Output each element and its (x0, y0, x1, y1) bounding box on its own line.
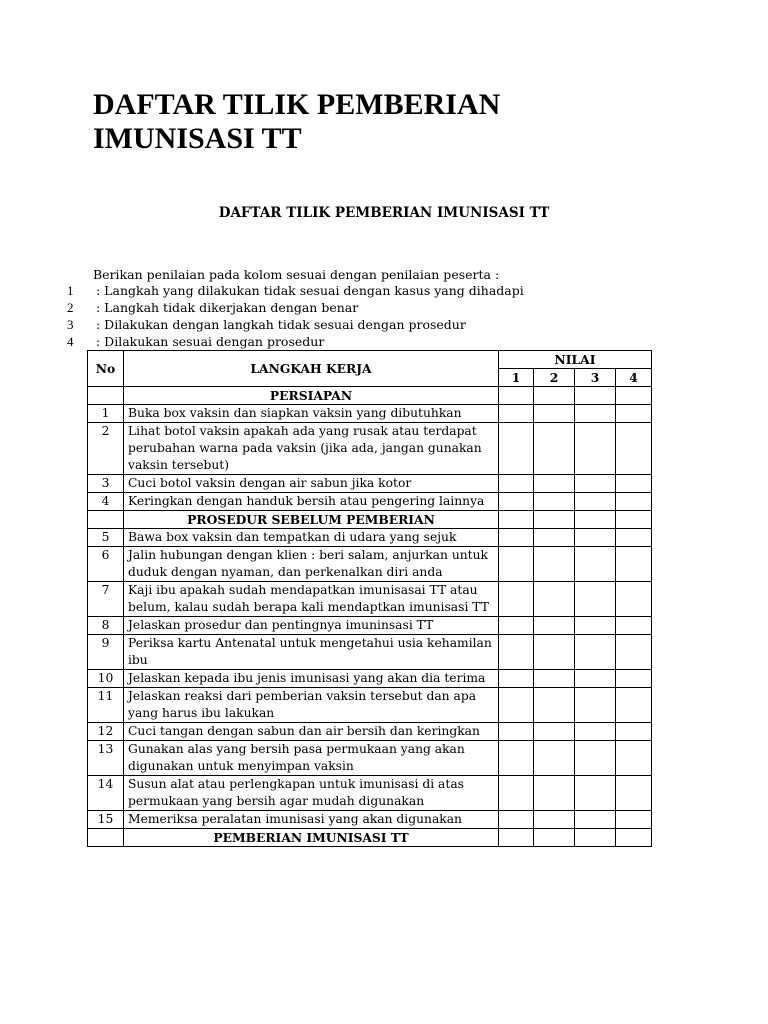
column-header-score-group: NILAI (499, 351, 652, 369)
score-cell-2[interactable] (534, 723, 575, 741)
step-description: Cuci tangan dengan sabun dan air bersih dan keringkan (124, 723, 499, 741)
score-cell-4 (616, 387, 652, 405)
section-label: PEMBERIAN IMUNISASI TT (124, 829, 499, 847)
table-row (88, 635, 652, 670)
checklist-subtitle: DAFTAR TILIK PEMBERIAN IMUNISASI TT (218, 205, 550, 221)
score-cell-4[interactable] (616, 811, 652, 829)
score-cell-1[interactable] (499, 493, 534, 511)
table-body (88, 387, 652, 847)
step-number: 6 (88, 547, 124, 582)
table-row (88, 493, 652, 511)
score-cell-1[interactable] (499, 670, 534, 688)
step-description: Bawa box vaksin dan tempatkan di udara yang sejuk (124, 529, 499, 547)
score-cell-2[interactable] (534, 529, 575, 547)
score-cell-3[interactable] (575, 688, 616, 723)
score-cell-2[interactable] (534, 582, 575, 617)
legend-number: 1 (67, 283, 74, 298)
column-header-score-3: 3 (575, 369, 616, 387)
score-cell-2[interactable] (534, 635, 575, 670)
score-cell-3[interactable] (575, 493, 616, 511)
step-number: 10 (88, 670, 124, 688)
score-cell-4[interactable] (616, 617, 652, 635)
score-cell-3 (575, 387, 616, 405)
legend-number: 3 (67, 317, 74, 332)
section-header-row (88, 387, 652, 405)
section-label: PROSEDUR SEBELUM PEMBERIAN (124, 511, 499, 529)
instruction-text: Berikan penilaian pada kolom sesuai dengan penilaian peserta : (93, 267, 500, 282)
step-description: Periksa kartu Antenatal untuk mengetahui usia kehamilan ibu (124, 635, 499, 670)
score-cell-4 (616, 829, 652, 847)
score-cell-3[interactable] (575, 529, 616, 547)
column-header-no: No (88, 351, 124, 387)
score-cell-4[interactable] (616, 670, 652, 688)
score-cell-2[interactable] (534, 405, 575, 423)
score-cell-3[interactable] (575, 475, 616, 493)
score-cell-2[interactable] (534, 811, 575, 829)
step-number: 12 (88, 723, 124, 741)
step-number: 5 (88, 529, 124, 547)
step-description: Susun alat atau perlengkapan untuk imunisasi di atas permukaan yang bersih agar mudah digunakan (124, 776, 499, 811)
score-cell-1 (499, 387, 534, 405)
score-cell-3[interactable] (575, 776, 616, 811)
score-cell-2[interactable] (534, 547, 575, 582)
score-cell-3[interactable] (575, 670, 616, 688)
score-cell-3[interactable] (575, 723, 616, 741)
score-cell-3[interactable] (575, 405, 616, 423)
score-cell-1 (499, 511, 534, 529)
score-cell-2 (534, 511, 575, 529)
score-cell-3[interactable] (575, 635, 616, 670)
section-label: PERSIAPAN (124, 387, 499, 405)
score-cell-2[interactable] (534, 688, 575, 723)
score-cell-3[interactable] (575, 811, 616, 829)
score-cell-4[interactable] (616, 405, 652, 423)
legend-number: 4 (67, 334, 74, 349)
score-cell-4[interactable] (616, 475, 652, 493)
table-row (88, 723, 652, 741)
legend-description: : Dilakukan sesuai dengan prosedur (96, 334, 325, 349)
score-cell-2[interactable] (534, 776, 575, 811)
legend-description: : Dilakukan dengan langkah tidak sesuai dengan prosedur (96, 317, 466, 332)
step-number: 15 (88, 811, 124, 829)
column-header-score-2: 2 (534, 369, 575, 387)
score-cell-3[interactable] (575, 547, 616, 582)
step-description: Kaji ibu apakah sudah mendapatkan imunisasai TT atau belum, kalau sudah berapa kali mendaptkan imunisasi TT (124, 582, 499, 617)
legend-item (0, 282, 768, 299)
score-cell-2[interactable] (534, 741, 575, 776)
score-cell-1[interactable] (499, 617, 534, 635)
legend-description: : Langkah yang dilakukan tidak sesuai dengan kasus yang dihadapi (96, 283, 524, 298)
score-cell-4[interactable] (616, 723, 652, 741)
score-cell-4[interactable] (616, 529, 652, 547)
step-number: 8 (88, 617, 124, 635)
step-description: Gunakan alas yang bersih pasa permukaan yang akan digunakan untuk menyimpan vaksin (124, 741, 499, 776)
section-no-cell (88, 511, 124, 529)
table-row (88, 688, 652, 723)
table-row (88, 405, 652, 423)
score-cell-2 (534, 387, 575, 405)
step-number: 13 (88, 741, 124, 776)
score-cell-3 (575, 511, 616, 529)
table-row (88, 776, 652, 811)
score-cell-1 (499, 829, 534, 847)
section-header-row (88, 829, 652, 847)
score-cell-1[interactable] (499, 688, 534, 723)
score-cell-1[interactable] (499, 776, 534, 811)
table-row (88, 582, 652, 617)
score-cell-2[interactable] (534, 475, 575, 493)
step-number: 7 (88, 582, 124, 617)
legend-number: 2 (67, 300, 74, 315)
section-header-row (88, 511, 652, 529)
column-header-step: LANGKAH KERJA (124, 351, 499, 387)
legend-item (0, 316, 768, 333)
step-description: Jelaskan prosedur dan pentingnya imuninsasi TT (124, 617, 499, 635)
step-description: Buka box vaksin dan siapkan vaksin yang dibutuhkan (124, 405, 499, 423)
table-row (88, 617, 652, 635)
step-number: 3 (88, 475, 124, 493)
column-header-score-1: 1 (499, 369, 534, 387)
score-cell-2[interactable] (534, 670, 575, 688)
score-cell-4[interactable] (616, 493, 652, 511)
step-description: Keringkan dengan handuk bersih atau pengering lainnya (124, 493, 499, 511)
section-no-cell (88, 829, 124, 847)
score-cell-4 (616, 511, 652, 529)
score-cell-1[interactable] (499, 423, 534, 475)
score-cell-4[interactable] (616, 741, 652, 776)
score-cell-1[interactable] (499, 741, 534, 776)
step-number: 4 (88, 493, 124, 511)
score-cell-4[interactable] (616, 688, 652, 723)
checklist-table (87, 350, 652, 847)
table-row (88, 811, 652, 829)
document-title: DAFTAR TILIK PEMBERIAN IMUNISASI TT (93, 88, 501, 155)
score-cell-2 (534, 829, 575, 847)
step-description: Jelaskan reaksi dari pemberian vaksin tersebut dan apa yang harus ibu lakukan (124, 688, 499, 723)
score-cell-3[interactable] (575, 741, 616, 776)
step-description: Cuci botol vaksin dengan air sabun jika kotor (124, 475, 499, 493)
score-cell-1[interactable] (499, 723, 534, 741)
score-cell-4[interactable] (616, 423, 652, 475)
score-cell-1[interactable] (499, 405, 534, 423)
step-description: Jalin hubungan dengan klien : beri salam, anjurkan untuk duduk dengan nyaman, dan perkenalkan diri anda (124, 547, 499, 582)
step-number: 2 (88, 423, 124, 475)
step-description: Jelaskan kepada ibu jenis imunisasi yang akan dia terima (124, 670, 499, 688)
score-cell-4[interactable] (616, 547, 652, 582)
table-row (88, 529, 652, 547)
score-cell-1[interactable] (499, 547, 534, 582)
score-cell-1[interactable] (499, 582, 534, 617)
table-row (88, 741, 652, 776)
step-number: 14 (88, 776, 124, 811)
score-legend (0, 282, 768, 350)
table-row (88, 423, 652, 475)
score-cell-4[interactable] (616, 635, 652, 670)
section-no-cell (88, 387, 124, 405)
step-number: 11 (88, 688, 124, 723)
score-cell-2[interactable] (534, 423, 575, 475)
score-cell-3[interactable] (575, 582, 616, 617)
score-cell-1[interactable] (499, 635, 534, 670)
score-cell-4[interactable] (616, 776, 652, 811)
score-cell-1[interactable] (499, 529, 534, 547)
legend-item (0, 299, 768, 316)
step-number: 1 (88, 405, 124, 423)
table-row (88, 547, 652, 582)
score-cell-2[interactable] (534, 493, 575, 511)
table-row (88, 670, 652, 688)
legend-item (0, 333, 768, 350)
score-cell-3 (575, 829, 616, 847)
column-header-score-4: 4 (616, 369, 652, 387)
score-cell-2[interactable] (534, 617, 575, 635)
score-cell-1[interactable] (499, 811, 534, 829)
score-cell-3[interactable] (575, 423, 616, 475)
table-header-row (88, 351, 652, 369)
score-cell-3[interactable] (575, 617, 616, 635)
step-description: Lihat botol vaksin apakah ada yang rusak atau terdapat perubahan warna pada vaksin (jika ada, jangan gunakan vaksin tersebut) (124, 423, 499, 475)
score-cell-4[interactable] (616, 582, 652, 617)
step-number: 9 (88, 635, 124, 670)
step-description: Memeriksa peralatan imunisasi yang akan digunakan (124, 811, 499, 829)
score-cell-1[interactable] (499, 475, 534, 493)
table-row (88, 475, 652, 493)
legend-description: : Langkah tidak dikerjakan dengan benar (96, 300, 359, 315)
